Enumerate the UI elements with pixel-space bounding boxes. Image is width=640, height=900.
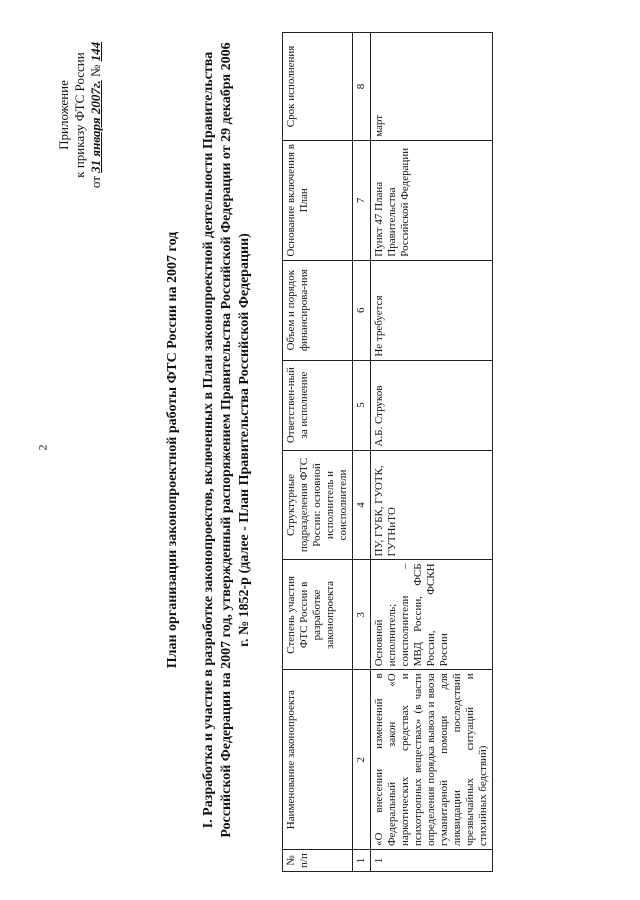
appendix-from: от (88, 176, 103, 189)
header-cell: Ответствен-ный за исполнение (283, 360, 353, 450)
document-title: План организации законопроектной работы ФТС России на 2007 год (165, 231, 180, 669)
financing-cell: Не требуется (371, 260, 493, 360)
column-number: 3 (353, 560, 371, 670)
basis-cell: Пункт 47 Плана Правительства Российской Федерации (371, 140, 493, 260)
column-number: 1 (353, 850, 371, 872)
appendix-line1: Приложение (56, 80, 71, 150)
appendix-date-line (88, 20, 104, 210)
header-cell: Наименование законопроекта (283, 670, 353, 850)
appendix-date: 31 января 2007г. (88, 80, 103, 173)
table-column-numbers-row (353, 33, 371, 872)
header-cell: Основание включения в План (283, 140, 353, 260)
column-number: 7 (353, 140, 371, 260)
header-cell: Объем и порядок финансирова-ния (283, 260, 353, 360)
section-title: I. Разработка и участие в разработке законопроектов, включенных в План законопроектной деятельности Правительства Российской Федерации на 2007 год, утвержденный распоряжением Правительства Российской Федерации от 29 декабря 2006 г. № 1852-р (далее - План Правительства Российской Федерации) (201, 42, 252, 838)
row-number: 1 (371, 850, 493, 872)
plan-table (282, 32, 493, 872)
header-cell: № п/п (283, 850, 353, 872)
appendix-no: № (88, 64, 103, 78)
page-number: 2 (35, 444, 50, 451)
bill-name-cell: «О внесении изменений в Федеральный закон «О наркотических средствах и психотропных веществах» (в части определения порядка вывоза и ввоза гуманитарной помощи для ликвидации последствий чрезвычайных ситуаций и стихийных бедствий) (371, 670, 493, 850)
appendix-line2: к приказу ФТС России (72, 52, 87, 178)
column-number: 6 (353, 260, 371, 360)
structural-units-cell: ПУ, ГУБК, ГУОТК, ГУТНиТО (371, 450, 493, 560)
column-number: 8 (353, 33, 371, 141)
appendix-header (56, 20, 104, 210)
appendix-number: 144 (88, 41, 103, 62)
table-row (371, 33, 493, 872)
column-number: 4 (353, 450, 371, 560)
header-cell: Срок исполнения (283, 33, 353, 141)
deadline-cell: март (371, 33, 493, 141)
header-cell: Структурные подразделения ФТС России: основной исполнитель и соисполнители (283, 450, 353, 560)
participation-degree-cell: Основной исполнитель; соисполнители – МВД России, ФСБ России, ФСКН России (371, 560, 493, 670)
column-number: 5 (353, 360, 371, 450)
header-cell: Степень участия ФТС России в разработке законопроекта (283, 560, 353, 670)
table-header-row (283, 33, 353, 872)
responsible-cell: А.Б. Струков (371, 360, 493, 450)
column-number: 2 (353, 670, 371, 850)
